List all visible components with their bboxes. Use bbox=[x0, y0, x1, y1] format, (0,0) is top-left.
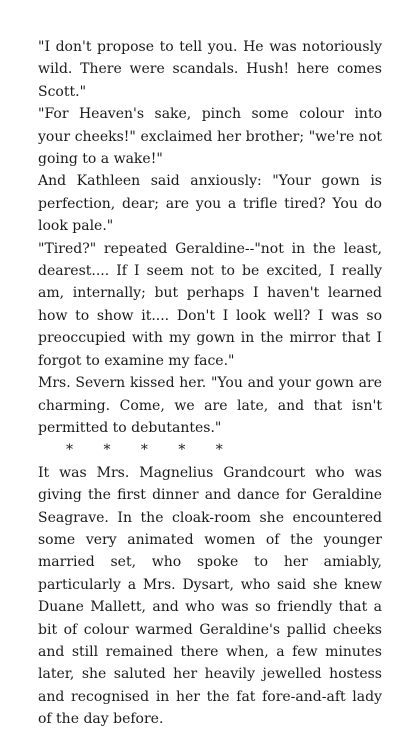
paragraph-4: "Tired?" repeated Geraldine--"not in the least, dearest.... If I seem not to be excited, I really am, internally; but perhaps I haven't learned how to show it.... Don't I look well? I was so preoccupied with my gown in the mirror that I forgot to examine my face." bbox=[38, 240, 382, 369]
section-break: * * * * * bbox=[66, 442, 223, 459]
paragraph-6: It was Mrs. Magnelius Grandcourt who was giving the first dinner and dance for Geraldine Seagrave. In the cloak-room she encountered some very animated women of the younger married set, who spoke to her amiably, particularly a Mrs. Dysart, who said she knew Duane Mallett, and who was so friendly that a bit of colour warmed Geraldine's pallid cheeks and still remained there when, a few minutes later, she saluted her heavily jewelled hostess and recognised in her the fat fore-and-aft lady of the day before. bbox=[38, 464, 382, 728]
book-page bbox=[38, 36, 382, 731]
paragraph-2: "For Heaven's sake, pinch some colour into your cheeks!" exclaimed her brother; "we're not going to a wake!" bbox=[38, 106, 382, 168]
paragraph-1: "I don't propose to tell you. He was notoriously wild. There were scandals. Hush! here comes Scott." bbox=[38, 39, 382, 100]
paragraph-5: Mrs. Severn kissed her. "You and your gown are charming. Come, we are late, and that isn't permitted to debutantes." bbox=[38, 375, 382, 436]
paragraph-3: And Kathleen said anxiously: "Your gown is perfection, dear; are you a trifle tired? You do look pale." bbox=[38, 173, 382, 235]
